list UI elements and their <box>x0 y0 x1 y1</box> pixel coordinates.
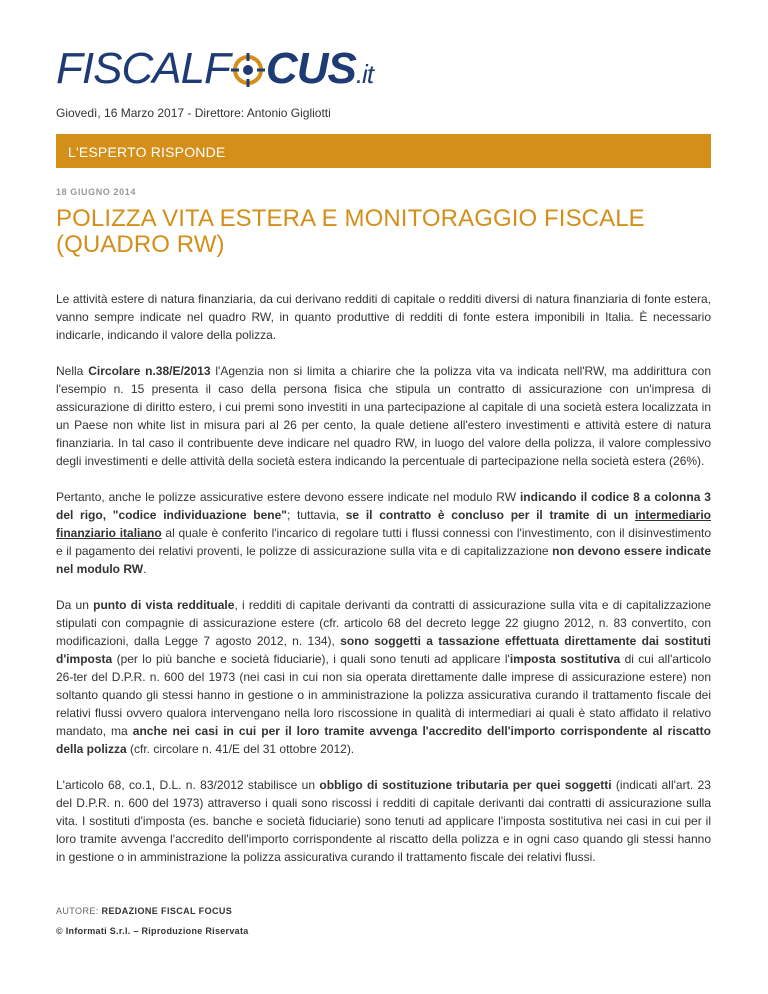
article-body <box>56 290 711 884</box>
author-line <box>56 906 232 916</box>
article-title <box>56 206 711 258</box>
title-line-2: (QUADRO RW) <box>56 231 225 258</box>
section-label: L'ESPERTO RISPONDE <box>68 144 226 160</box>
p3-bold-b: indicando il codice 8 a colonna 3 del rigo, "codice individuazione bene" <box>56 490 711 522</box>
logo-suffix: .it <box>355 59 374 89</box>
p3-text-a: Pertanto, anche le polizze assicurative estere devono essere indicate nel modulo RW <box>56 490 520 504</box>
p3-text-f: al quale è conferito l'incarico di regolare tutti i flussi connessi con l'investimento, con il disinvestimento e il pagamento dei relativi proventi, le polizze di assicurazione sulla vita e di capitalizzazione <box>56 526 711 558</box>
author-label: AUTORE: <box>56 906 102 916</box>
p4-text-g: di cui all'articolo 26-ter del D.P.R. n. 600 del 1973 (nei casi in cui non sia operata direttamente dalle imprese di assicurazione estere) non soltanto quando gli stessi hanno in gestione o in amministrazione la polizza assicurativa curando il trattamento fiscale dei relativi flussi ovvero qualora intervengano nella loro riscossione in qualità di intermediari ai quali è stato affidato il relativo mandato, ma <box>56 652 711 738</box>
logo-part-cus: CUS <box>265 44 356 93</box>
p5-bold-b: obbligo di sostituzione tributaria per quei soggetti <box>319 778 612 792</box>
p4-text-e: (per lo più banche e società fiduciarie), i quali sono tenuti ad applicare l' <box>112 652 510 666</box>
fiscalfocus-logo[interactable] <box>56 46 416 92</box>
logo-wordmark <box>56 46 373 97</box>
p3-underlined-intermediario: intermediario finanziario italiano <box>56 508 711 540</box>
p4-bold-h: anche nei casi in cui per il loro tramite avvenga l'accredito dell'importo corrispondente al riscatto della polizza <box>56 724 712 756</box>
section-bar[interactable] <box>56 134 711 168</box>
logo-part-fiscal: FISCALF <box>56 44 230 93</box>
p4-text-c: , i redditi di capitale derivanti da contratti di assicurazione sulla vita e di capitalizzazione stipulati con compagnie di assicurazione estere (cfr. articolo 68 del decreto legge 22 giugno 2012, n. 83 convertito, con modificazioni, dalla Legge 7 agosto 2012, n. 134), <box>56 598 712 648</box>
p4-bold-f: imposta sostitutiva <box>509 652 621 666</box>
p3-bold-g: non devono essere indicate nel modulo RW <box>56 544 711 576</box>
p5-text-a: L'articolo 68, co.1, D.L. n. 83/2012 stabilisce un <box>56 778 320 792</box>
circolare-link: Circolare n.38/E/2013 <box>88 364 211 378</box>
p5-text-c: (indicati all'art. 23 del D.P.R. n. 600 del 1973) attraverso i quali sono riscossi i redditi di capitale derivanti dai contratti di assicurazione sulla vita. I sostituti d'imposta (es. banche e società fiduciarie) sono tenuti ad applicare l'imposta sostitutiva nei casi in cui per il loro tramite avvenga l'accredito dell'importo corrispondente al riscatto della polizza e in ogni caso quando gli stessi hanno in gestione o in amministrazione la polizza assicurativa curando il trattamento fiscale dei relativi flussi. <box>56 778 711 864</box>
paragraph-1: Le attività estere di natura finanziaria, da cui derivano redditi di capitale o redditi diversi di natura finanziaria di fonte estera, vanno sempre indicate nel quadro RW, in quanto produttive di redditi di fonte estera imponibili in Italia. È necessario indicarle, indicando il valore della polizza. <box>56 292 711 342</box>
paragraph-2 <box>56 362 711 470</box>
paragraph-3 <box>56 488 711 578</box>
paragraph-5 <box>56 776 711 866</box>
p3-text-c: ; tuttavia, <box>286 508 346 522</box>
p2-text-a: Nella <box>56 364 89 378</box>
p4-bold-b: punto di vista reddituale <box>93 598 235 612</box>
title-line-1: POLIZZA VITA ESTERA E MONITORAGGIO FISCALE <box>56 205 645 232</box>
p4-text-a: Da un <box>56 598 94 612</box>
p4-bold-d: sono soggetti a tassazione effettuata direttamente dai sostituti d'imposta <box>56 634 711 666</box>
dateline: Giovedì, 16 Marzo 2017 - Direttore: Antonio Gigliotti <box>56 106 331 120</box>
p2-text-c: l'Agenzia non si limita a chiarire che la polizza vita va indicata nell'RW, ma addirittura con l'esempio n. 15 presenta il caso della persona fisica che stipula un contratto di assicurazione con un'impresa di assicurazione di diritto estero, i cui premi sono investiti in una partecipazione al capitale di una società estera localizzata in un Paese non white list in misura pari al 26 per cento, la quale detiene all'estero investimenti e attività estere di natura finanziaria. In tal caso il contribuente deve indicare nel quadro RW, in luogo del valore della polizza, il valore complessivo degli investimenti e delle attività della società estera indicando la percentuale di partecipazione nella società estera (26%). <box>56 364 711 468</box>
copyright-notice: © Informati S.r.l. – Riproduzione Riservata <box>56 926 249 936</box>
publication-date: 18 GIUGNO 2014 <box>56 187 136 197</box>
p3-text-h: . <box>143 562 147 576</box>
p4-text-i: (cfr. circolare n. 41/E del 31 ottobre 2012). <box>126 742 355 756</box>
crosshair-target-icon <box>231 53 265 87</box>
p3-bold-d: se il contratto è concluso per il tramite di un <box>345 508 635 522</box>
paragraph-4 <box>56 596 711 758</box>
author-name: REDAZIONE FISCAL FOCUS <box>101 906 233 916</box>
